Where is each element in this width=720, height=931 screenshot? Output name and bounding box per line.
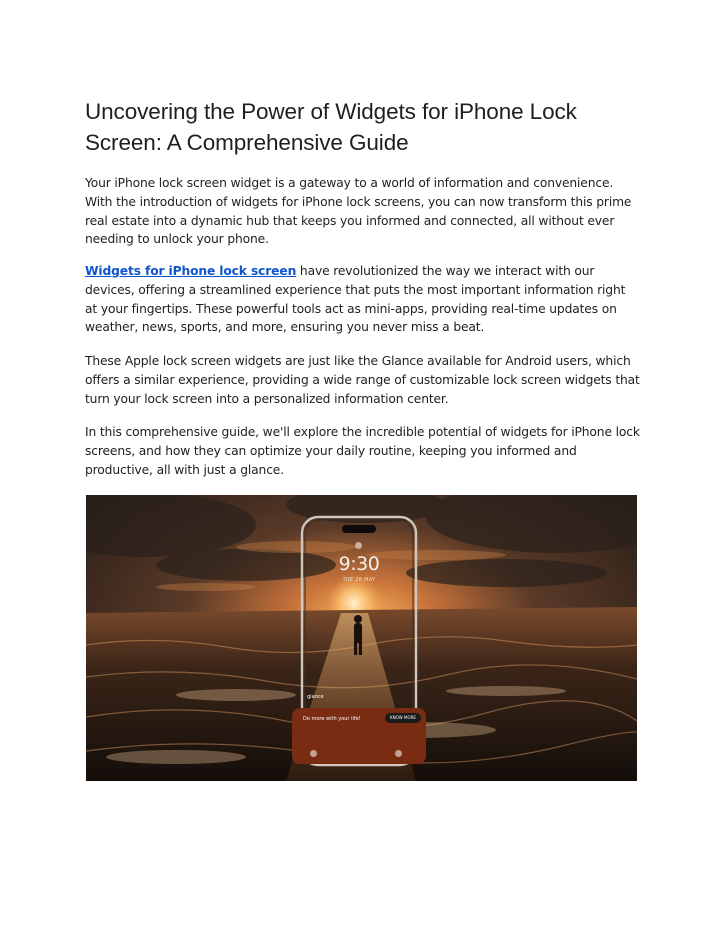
lock-icon <box>355 542 362 549</box>
phone-notch <box>342 525 376 533</box>
paragraph-widgets-text: have revolutionized the way we interact with our devices, offering a streamlined experience that puts the most important information right at your fingertips. These powerful tools act as mini-apps, providing real-time updates on weather, news, sports, and more, ensuring you never miss a beat. <box>85 264 626 335</box>
lockscreen-clock: 9:30 <box>338 553 380 575</box>
cta-text: Do more with your life! <box>303 716 361 722</box>
paragraph-widgets <box>85 262 641 337</box>
flashlight-icon <box>310 750 317 757</box>
paragraph-guide: In this comprehensive guide, we'll explore the incredible potential of widgets for iPhone lock screens, and how they can optimize your daily routine, keeping you informed and productive, all with just a glance. <box>85 425 640 477</box>
hero-image <box>86 495 637 781</box>
lockscreen-date: TUE 28 MAY <box>342 577 376 583</box>
page-title: Uncovering the Power of Widgets for iPhone Lock Screen: A Comprehensive Guide <box>85 99 577 155</box>
paragraph-glance: These Apple lock screen widgets are just like the Glance available for Android users, which offers a similar experience, providing a wide range of customizable lock screen widgets that turn your lock screen into a personalized information center. <box>85 354 640 406</box>
paragraph-intro: Your iPhone lock screen widget is a gateway to a world of information and convenience. With the introduction of widgets for iPhone lock screens, you can now transform this prime real estate into a dynamic hub that keeps you informed and connected, all without ever needing to unlock your phone. <box>85 176 632 247</box>
glance-brand-label: glance <box>307 694 324 700</box>
know-more-button[interactable]: KNOW MORE <box>385 713 421 723</box>
camera-icon <box>395 750 402 757</box>
widgets-link[interactable]: Widgets for iPhone lock screen <box>85 264 297 278</box>
